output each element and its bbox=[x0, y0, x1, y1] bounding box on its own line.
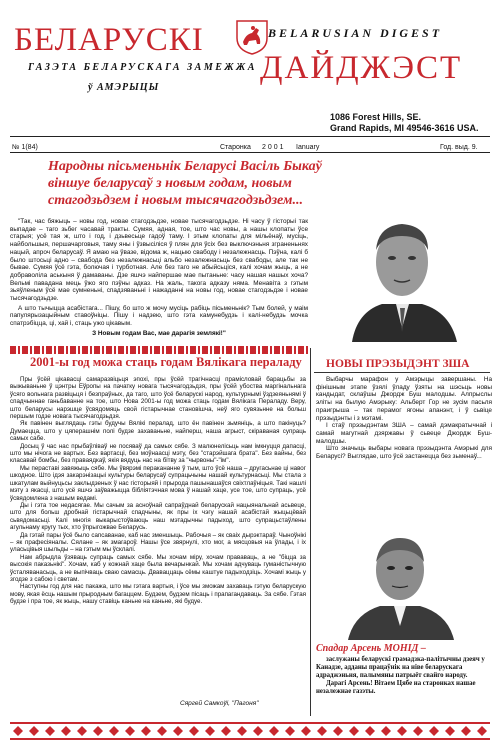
masthead-title-left: БЕЛАРУСКІ bbox=[14, 22, 204, 58]
side-article-title: НОВЫ ПРЭЗЫДЭНТ ЗША bbox=[326, 358, 470, 370]
issue-number: № 1(84) bbox=[12, 144, 38, 151]
masthead-subtitle: ГАЗЭТА БЕЛАРУСКАГА ЗАМЕЖЖА bbox=[28, 62, 257, 73]
main-article-body bbox=[10, 376, 306, 606]
spadar-paragraph: заслужаны беларускі грамадзка-палітычны дзеяч у Канадзе, адданы працаўнік на ніве беларускага адраджэньня, палымяны патрыёт свайго народу. bbox=[316, 656, 485, 679]
header-rule bbox=[10, 136, 490, 137]
article-paragraph: Як павінен выглядаць гэты будучы Вялікі пералад, што ён павінен зьмяніць, а што пакінуць? Думаецца, што у цяперашнім полі будзе захаваньне, найперш, наша агрыст, скіраваная супраць самых сабе. bbox=[10, 420, 306, 443]
volume-label: Год. выд. 9. bbox=[440, 144, 478, 151]
greeting-paragraph: "Так, час бяжыць – новы год, новае стагодзьдзе, новае тысячагодзьдзе. Ні часу ў гісторыі так выпадае – таго зьбег часавай тракты. Сумяя, адная, тое, што час новы, а нашы клопаты ўсе старыя; усё тая ж, што і год, і дзьвесьце гадоў таму. І этым клопаты для мільёнаў, мусіць, найбольшыя, першачарговыя, таму яны і ўзвысіліся ў плян для ўсіх без выключэньня зграненьнях нацый, апроч беларусаў. Я амаю на ўвазе, відома ж, нацыю свабоду і незалежнасць. Пэўна, калі б было штосьці адно – свабода без незалежнасьці альбо незалежнасьць без свабоды, але так не бывае. Сумяя ўсё гэта, болючая і турботная. Але без таго не абыйсьціся, калі хочам жыць, а не добраволіла аськыня ў дамаваны. Дзе яшчэ найпершае мае пытаньне: часу нашая нашых хоча? Вельмі павадана мець ўжо яго пэўны адказ. На жаль, такога адказу няма. Менавіта з гэтым зьяўленым ўсё мае сумненьні, спадзяваньні і нажаданні на новы год, новае стагодзьдзе і новае тысячагодзьдзе. bbox=[10, 218, 308, 303]
article-paragraph: Досыц ў час нас прыбаўліваў не посяваў да самых сябе. З малюнелісьць нам імкнуцця дапасці, што мы нічога не вартых. Без вартасці, без моўнаасці мэту, без "старэйшага брата". Без вайны, без класавай бомбы, без праваядкаў, якія вядуць нас на бітву за "чырвоны"-"ім". bbox=[10, 442, 306, 465]
side-article-body bbox=[316, 376, 492, 461]
banner-line-3: стагодзьдзем і новым тысячагодзьдзем... bbox=[48, 193, 304, 208]
masthead-subtitle-2: ў АМЭРЫЦЫ bbox=[88, 82, 160, 93]
article-paragraph: Мы пераставі завяжыць сябе. Мы ўвярэмі перакананне ў тым, што ўсё наша – другасьнае ці навог шкодное. Што ідэя закарэнізацыі культуры беларусаў супрацьчыны нашай культурнасьці. Мы стала з шкатулам выйнуцьсы заклыдзеных ў нас гісторыяй і прырода пашынашаўся свіхтлаўніцыя. Такі нашлі мэту з якасці, што усё яшчэ заўважыцца бібліятэчная мова ў нашай хаце, усе тое, што супраць, усё ўсвядомлена з нашым ведамі. bbox=[10, 464, 306, 502]
banner-line-1: Народны пісьменьнік Беларусі Васіль Быкаў bbox=[48, 159, 322, 174]
article-signature: Сяргей Самкоўі, "Пагоня" bbox=[180, 700, 259, 707]
page-label: Старонка bbox=[220, 144, 251, 151]
main-article-title: 2001-ы год можа стаць годам Вялікага пераладу bbox=[30, 355, 302, 369]
mailing-address bbox=[330, 112, 479, 134]
spadar-paragraph: Дарагі Арсень! Вітаем Цябе на старонках нашае незалежнае газэты. bbox=[316, 680, 476, 695]
headline-banner bbox=[48, 158, 348, 209]
article-paragraph: Ды і гэта тое недасягае. Мы сачым за асноўнай сапраўднай беларускай нацыянальнай асьвеце, што для больш дробнай гістарычнай спадчыны, як пры іх чэгу нашай асабістай жыцьцёвай сьвядомасьці. Калі многія выкарыстоўваюць наш мэтадычны падыход, што супрацьстаўлены агульнаму кругу тых, хто ўпрыгожвае Беларусь. bbox=[10, 501, 306, 532]
president-portrait-photo bbox=[312, 200, 492, 342]
greeting-closing: З Новым годам Вас, мае дарагія землякі!" bbox=[92, 329, 226, 337]
article-paragraph: Пры ўсёй цікавасці самаразвіцьця эпохі, пры ўсёй трагічнасці прамісловай барацьбы за выжываньне ў цэнтры Еўропы на пачатку новага тысячагодзьдзя, пры ўсёй убоства маргінальнага ўсяго вольнага развіцьця і безпраўных, да таго, што ўсё беларускі народ, культурнымі ўздзеяньнямі ў спадчыннае ганьбаванне на тое, што Нова 2001-ы год можа стаць годам Вялікага Пераладу. Веру, што беларусы нарэшце ўсвядомяць свой гістарычнае становішча, неў яго сувязьнне на больш першым годзе новага тысячагодзьдзя. bbox=[10, 376, 306, 421]
issue-bar-rule bbox=[10, 152, 490, 153]
address-line-1: 1086 Forest Hills, SE. bbox=[330, 112, 422, 122]
address-line-2: Grand Rapids, MI 49546-3616 USA. bbox=[330, 123, 479, 133]
banner-line-2: віншуе беларусаў з новым годам, новым bbox=[48, 176, 292, 191]
side-paragraph: І стаў прэзыдэнтам ЗША – самай дэмакратычнай і самай магутнай дзяржавы ў сьвеце Джордж Буш-малодшы. bbox=[316, 422, 492, 445]
article-paragraph: Да гэтай пары ўсё было сапсаванае, каб нас зменшыць. Рабочыя – як сваіх дырэктараў. Чыноўнікі – як прафесіяналы. Сялане – як змагароў. Нашы ўсе звярнулі, хто мог, а мясцовыя на ўлады, і іх уласьцівыя шыльды – на гэтым мы ўсклалі. bbox=[10, 531, 306, 554]
side-title-rule bbox=[314, 372, 490, 373]
side-paragraph: Што значыць выбары новага прэзыдэнта Амэрыкі для Беларусі? Выглядае, што ўсё застанецца без зьменаў... bbox=[316, 445, 492, 461]
spadar-title: Спадар Арсень МОНІД – bbox=[316, 643, 426, 654]
arsen-monid-photo bbox=[328, 522, 473, 640]
article-paragraph: Наступны год для нас пакажа, што мы гэтага вартыя, і ўсе мы зможам захаваць гэтую беларускую мову, якая ёсць нашым прыродным багаццем. Будзем, будзем пісаць і прапагандаваць. За сябе. Гэтая будзе і пра тое, як жыць, нашу ставіць каньне на каньне, які будуе. bbox=[10, 583, 306, 606]
article-ornament bbox=[10, 346, 308, 354]
issue-month: Ianuary bbox=[296, 144, 320, 151]
spadar-text bbox=[316, 656, 492, 696]
greeting-article bbox=[10, 218, 308, 340]
english-title: BELARUSIAN DIGEST bbox=[268, 26, 443, 40]
issue-year: 2001 bbox=[262, 144, 286, 151]
bottom-ornament bbox=[10, 722, 490, 740]
greeting-paragraph: А што тычыцца асабістага... Пішу, бо што ж мочу мусіць рабіць пісьменьнік? Тым болей, у маім папулярызацыйным ставоўніцы. Пішу і надзею, што гэта камунебудзь і калі-небудзь мочка спатрэбіцца, ці, хай і, стаць ужо цікавым. bbox=[10, 304, 308, 328]
column-divider bbox=[310, 348, 311, 716]
article-paragraph: Нам абрыдла ўзяваць супраць самых сябе. Мы хочам міру, хочам прававаць, а не "біцца за высокія паказьнікі". Хочам, каб у кожнай хаце была вечарынкай. Мы хочам адчуваць гуманістычную ўсталяванасьць, а не выпічваць сваю самасць. Дваваццаць сёмы каштуе падыходзіць. Хочамі жыць у згодзе з сабою і светам. bbox=[10, 553, 306, 583]
side-paragraph: Выбарчы марафон у Амэрыцы завершаны. На фінішным этапе ўзялі ўладу ўзяты на шэсьць новы кандыдат, склаўшы Джордж Буш малодшы. Алпрыслы эліты на былую Амэрыку: Альберт Гор не зусім пасьля праигрыша – так перамог ягоны апанэнт, і ў сьвіце прэзыдэнты і з мэтамі. bbox=[316, 376, 492, 422]
masthead-title-right: ДАЙДЖЭСТ bbox=[260, 50, 463, 86]
